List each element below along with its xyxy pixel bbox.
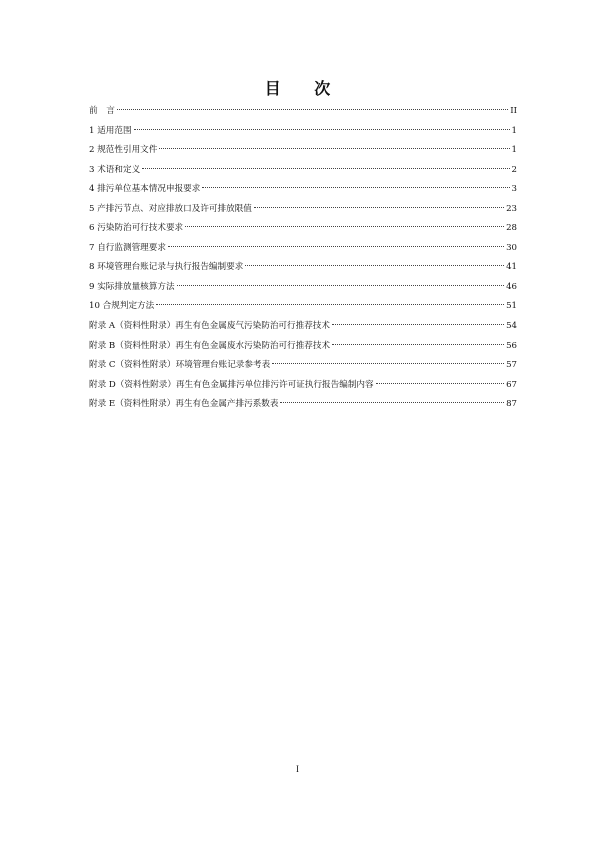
- dot-leader: [177, 285, 505, 286]
- dot-leader: [245, 265, 504, 266]
- toc-entry-page: 56: [506, 340, 517, 351]
- toc-entry-label: 1 适用范围: [89, 125, 132, 136]
- toc-entry-page: 57: [506, 360, 517, 371]
- toc-entry-label: 4 排污单位基本情况申报要求: [89, 184, 201, 195]
- toc-entry-label: 附录 D（资料性附录）再生有色金属排污单位排污许可证执行报告编制内容: [89, 379, 374, 390]
- toc-entry-label: 附录 C（资料性附录）环境管理台账记录参考表: [89, 360, 271, 371]
- toc-entry-label: 附录 E（资料性附录）再生有色金属产排污系数表: [89, 399, 279, 410]
- toc-entry-page: II: [510, 106, 517, 116]
- toc-entry-1[interactable]: [89, 122, 517, 142]
- page-number: I: [296, 764, 299, 774]
- table-of-contents: [89, 102, 517, 415]
- toc-entry-appendix-b[interactable]: [89, 337, 517, 357]
- dot-leader: [332, 324, 504, 325]
- toc-entry-9[interactable]: [89, 278, 517, 298]
- dot-leader: [117, 109, 508, 110]
- dot-leader: [254, 207, 504, 208]
- toc-entry-7[interactable]: [89, 239, 517, 259]
- dot-leader: [202, 187, 509, 188]
- toc-entry-page: 41: [506, 262, 517, 273]
- toc-entry-page: 1: [511, 125, 517, 136]
- toc-entry-page: 54: [506, 321, 517, 332]
- toc-entry-page: 67: [506, 379, 517, 390]
- toc-entry-2[interactable]: [89, 141, 517, 161]
- toc-entry-page: 46: [506, 281, 517, 292]
- dot-leader: [159, 148, 509, 149]
- toc-entry-label: 5 产排污节点、对应排放口及许可排放限值: [89, 203, 252, 214]
- toc-entry-8[interactable]: [89, 258, 517, 278]
- toc-entry-page: 1: [511, 145, 517, 156]
- toc-entry-page: 3: [511, 184, 517, 195]
- toc-entry-page: 30: [506, 242, 517, 253]
- toc-entry-label: 10 合规判定方法: [89, 301, 155, 312]
- toc-entry-label: 2 规范性引用文件: [89, 145, 158, 156]
- toc-entry-page: 2: [511, 164, 517, 175]
- toc-entry-page: 23: [506, 203, 517, 214]
- dot-leader: [134, 129, 510, 130]
- dot-leader: [156, 304, 504, 305]
- toc-entry-appendix-e[interactable]: [89, 395, 517, 415]
- toc-entry-label: 9 实际排放量核算方法: [89, 281, 175, 292]
- toc-entry-label: 8 环境管理台账记录与执行报告编制要求: [89, 262, 244, 273]
- toc-entry-6[interactable]: [89, 219, 517, 239]
- toc-entry-label: 7 自行监测管理要求: [89, 242, 166, 253]
- toc-entry-label: 3 术语和定义: [89, 164, 141, 175]
- toc-entry-appendix-c[interactable]: [89, 356, 517, 376]
- toc-entry-foreword[interactable]: [89, 102, 517, 122]
- toc-entry-10[interactable]: [89, 297, 517, 317]
- toc-entry-appendix-a[interactable]: [89, 317, 517, 337]
- toc-entry-page: 28: [506, 223, 517, 234]
- toc-entry-page: 51: [506, 301, 517, 312]
- toc-entry-label: 6 污染防治可行技术要求: [89, 223, 184, 234]
- dot-leader: [280, 402, 504, 403]
- toc-entry-label: 附录 A（资料性附录）再生有色金属废气污染防治可行推荐技术: [89, 321, 330, 332]
- page-title: 目 次: [264, 79, 345, 98]
- dot-leader: [185, 226, 504, 227]
- dot-leader: [332, 344, 504, 345]
- dot-leader: [168, 246, 504, 247]
- dot-leader: [272, 363, 504, 364]
- dot-leader: [376, 383, 504, 384]
- toc-entry-label: 附录 B（资料性附录）再生有色金属废水污染防治可行推荐技术: [89, 340, 331, 351]
- toc-entry-label: 前 言: [89, 106, 115, 116]
- dot-leader: [142, 168, 509, 169]
- toc-entry-page: 87: [506, 399, 517, 410]
- toc-entry-appendix-d[interactable]: [89, 376, 517, 396]
- toc-entry-5[interactable]: [89, 200, 517, 220]
- toc-entry-4[interactable]: [89, 180, 517, 200]
- toc-entry-3[interactable]: [89, 161, 517, 181]
